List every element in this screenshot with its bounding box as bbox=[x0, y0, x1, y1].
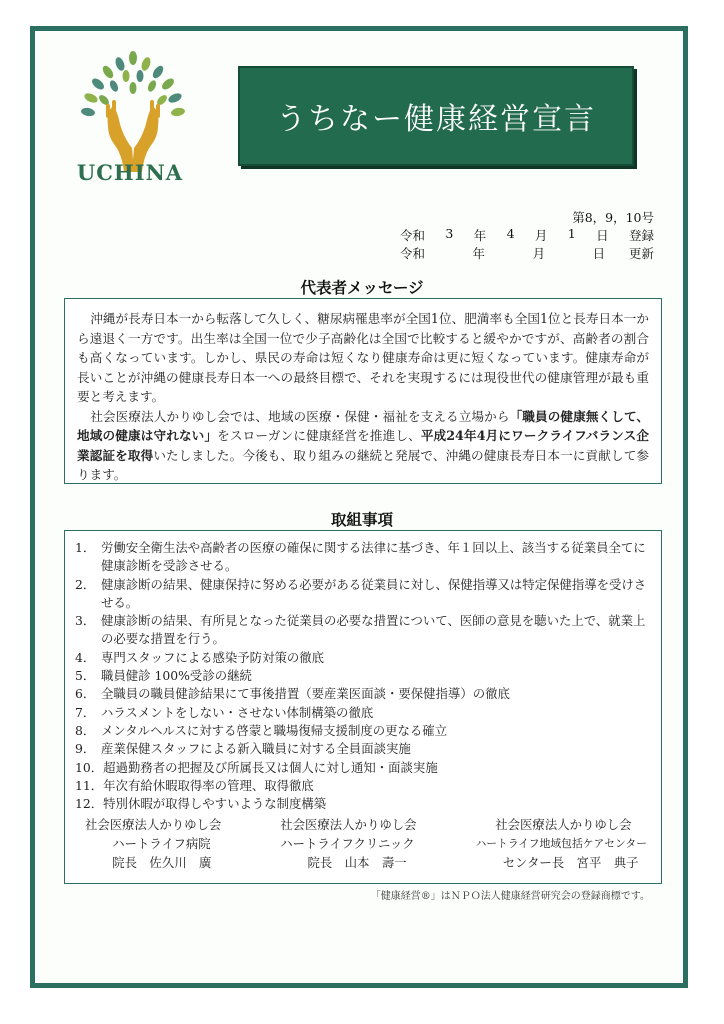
signature-care-center: 社会医療法人かりゆし会 ハートライフ地域包括ケアセンター センター長 宮平 典子 bbox=[475, 817, 647, 870]
issue-number: 第8，9，10号 bbox=[572, 210, 654, 225]
list-item: 10． 超過勤務者の把握及び所属長又は個人に対し通知・面談実施 bbox=[75, 759, 438, 775]
signature-clinic: 社会医療法人かりゆし会 ハートライフクリニック 院長 山本 壽一 bbox=[280, 817, 417, 870]
list-item: 12． 特別休暇が取得しやすいような制度構築 bbox=[75, 796, 327, 812]
registration-info bbox=[400, 208, 654, 262]
list-item: 9． 産業保健スタッフによる新入職員に対する全員面談実施 bbox=[75, 741, 411, 757]
signatures bbox=[85, 815, 647, 872]
page-title: うちなー健康経営宣言 bbox=[276, 102, 596, 137]
registered-label: 登録 bbox=[628, 228, 654, 243]
list-item: 1． 労働安全衛生法や高齢者の医療の確保に関する法律に基づき、年１回以上、該当する従業員全てに健康診断を受診させる。 bbox=[75, 540, 646, 574]
initiatives-box bbox=[64, 530, 662, 884]
list-item: 6． 全職員の職員健診結果にて事後措置（要産業医面談・要保健指導）の徹底 bbox=[75, 686, 510, 702]
list-item: 4． 専門スタッフによる感染予防対策の徹底 bbox=[75, 649, 325, 665]
updated-row: 令和 年 月 日 更新 bbox=[400, 246, 654, 261]
initiatives-list bbox=[75, 539, 651, 813]
list-item: 2． 健康診断の結果、健康保持に努める必要がある従業員に対し、保健指導又は特定保健指導を受けさせる。 bbox=[75, 576, 647, 610]
tree-leaves bbox=[80, 51, 185, 117]
list-item: 3． 健康診断の結果、有所見となった従業員の必要な措置について、医師の意見を聴いた上で、就業上の必要な措置を行う。 bbox=[75, 613, 646, 647]
message-heading: 代表者メッセージ bbox=[300, 278, 424, 297]
logo-text: UCHINA bbox=[76, 160, 184, 185]
list-item: 5． 職員健診 100%受診の継続 bbox=[75, 668, 252, 684]
list-item: 8． メンタルヘルスに対する啓蒙と職場復帰支援制度の更なる確立 bbox=[75, 722, 448, 738]
list-item: 7． ハラスメントをしない・させない体制構築の徹底 bbox=[75, 704, 374, 720]
signature-hospital: 社会医療法人かりゆし会 ハートライフ病院 院長 佐久川 廣 bbox=[85, 817, 222, 870]
representative-message bbox=[64, 298, 662, 484]
trademark-footnote: 「健康経営®」はＮＰＯ法人健康経営研究会の登録商標です。 bbox=[370, 891, 650, 902]
registered-row: 令和 3 年 4 月 1 日 登録 bbox=[400, 226, 654, 243]
initiatives-heading: 取組事項 bbox=[330, 510, 393, 529]
message-paragraph-1: 沖縄が長寿日本一から転落して久しく、糖尿病罹患率が全国1位、肥満率も全国1位と長寿日本一から遠退く一方です。出生率は全国一位で少子高齢化は全国で比較すると緩やかですが、高齢者の割合も高くなっています。しかし、県民の寿命は短くなり健康寿命は更に短くなっています。健康寿命が長いことが沖縄の健康長寿日本一への最終目標で、それを実現するには現役世代の健康管理が最も重要と考えます。 bbox=[77, 311, 649, 404]
list-item: 11． 年次有給休暇取得率の管理、取得徹底 bbox=[75, 777, 314, 793]
message-paragraph-2: 社会医療法人かりゆし会では、地域の医療・保健・福祉を支える立場から「職員の健康無くして、地域の健康は守れない」をスローガンに健康経営を推進し、平成24年4月にワークライフバランス企業認証を取得いたしました。今後も、取り組みの継続と発展で、沖縄の健康長寿日本一に貢献して参ります。 bbox=[77, 408, 650, 482]
updated-label: 更新 bbox=[628, 246, 654, 261]
title-banner bbox=[238, 66, 634, 166]
